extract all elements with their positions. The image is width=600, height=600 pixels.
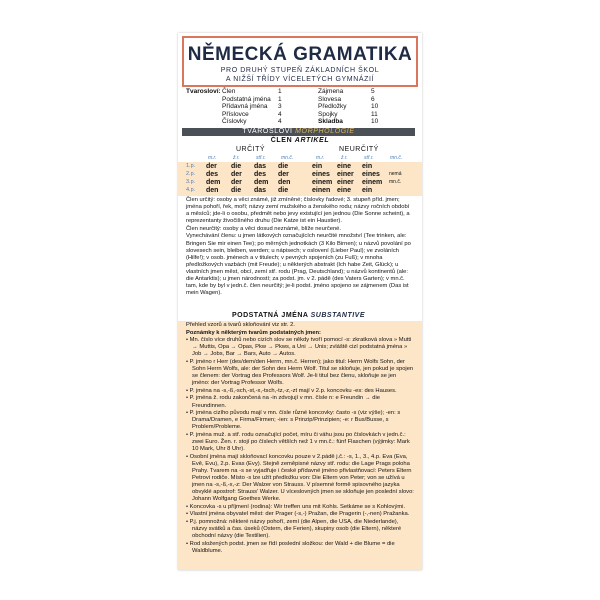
list-item: • P. jména cizího původu mají v mn. čísle různé koncovky: často -s (viz výše); -en: s Drama/Dramen, e Firma/Firmen; -ien: s Prinzip/Prinzipien; -e: r Bus/Busse, s Problem/Probleme. — [186, 410, 401, 431]
gender-label: stř.r. — [364, 155, 374, 161]
toc-page: 3 — [278, 103, 282, 110]
toc-page: 11 — [371, 110, 378, 118]
list-item: • Vlastní jména obyvatel měst: der Prager (-s,-) Pražan, die Pragerin (-,-nen) Pražanka. — [186, 511, 410, 518]
noun-note: P. jméno r Herr (des/dem/den Herrn, mn.č. Herren); jako titul: Herrn Wolfs Sohn, der Sohn Herrn Wolfs, ale: der Sohn des Herrn Wolf. Titul se skloňuje, jen pokud je spojen se členem: der Vortrag des Professors Wolf. Je-li titul bez členu, skloňuje se jen jméno: der Vortrag Professor Wolfs. — [189, 358, 414, 387]
case-label: 2.p. — [186, 171, 196, 177]
toc-item: Číslovky — [222, 118, 247, 125]
noun-note: P. jména muž. a stř. rodu označující počet, míru či váhu jsou po číslovkách v jedn.č.: zwei Euro. Žen. r. stojí po číslech větších než 1 v mn.č.: fünf Flaschen (výjimky: Mark 10 Mark, Uhr 8 Uhr). — [189, 431, 410, 453]
gender-label: ž.r. — [233, 155, 240, 161]
toc-item: Spojky — [318, 110, 338, 118]
toc-page: 10 — [371, 118, 379, 125]
indefinite-article: eine — [337, 163, 352, 170]
gender-label: ž.r. — [341, 155, 348, 161]
definite-article: des — [254, 171, 267, 178]
definite-article: der — [231, 171, 242, 178]
noun-bar-italic: SUBSTANTIVE — [310, 312, 366, 319]
noun-intro: Přehled vzorů a tvarů skloňování viz str. 2. — [186, 322, 295, 328]
artikel-heading — [178, 137, 422, 144]
definite-article: der — [231, 179, 242, 186]
section-bar-label: TVAROSLOVÍ — [242, 128, 293, 135]
gender-label: mn.č. — [281, 155, 294, 161]
list-item: • P. jména ž. rodu zakončená na -in zdvojují v mn. čísle n: e Freundin → die Freundinnen. — [186, 395, 380, 409]
indefinite-article: einem — [362, 179, 383, 186]
table-of-contents — [186, 88, 414, 126]
list-item: • P. jména na -s,-ß,-sch,-st,-x,-tsch,-tz,-z,-zt mají v 2.p. koncovku -es: des Hauses. — [186, 387, 397, 394]
toc-row — [186, 88, 414, 96]
case-label: 3.p. — [186, 179, 196, 185]
title-box — [182, 36, 418, 87]
definite-label: URČITÝ — [236, 146, 266, 153]
definite-article: die — [231, 163, 242, 170]
section-bar-nouns — [182, 312, 415, 320]
toc-row — [186, 111, 414, 119]
gender-label: mn.č. — [390, 155, 403, 161]
section-bar-italic: MORPHOLOGIE — [295, 128, 355, 135]
noun-note: P. jména ž. rodu zakončená na -in zdvojují v mn. čísle n: e Freundin → die Freundinnen. — [189, 395, 380, 409]
indefinite-article: einer — [337, 179, 354, 186]
gender-label: m.r. — [208, 155, 217, 161]
artikel-title: ČLEN — [270, 137, 293, 144]
artikel-title-italic: ARTIKEL — [294, 137, 330, 144]
toc-label: Tvarosloví: — [186, 88, 221, 95]
section-bar-morphology — [182, 128, 415, 136]
toc-page: 6 — [371, 95, 375, 103]
list-item: • Osobní jména mají skloňovací koncovku pouze v 2.pádě j.č.: -s, 1., 3., 4.p. Eva (Eva, Evě, Evu), 2.p. Evas (Evy). Stejně zeměpisné názvy stř. rodu: die Lage Prags poloha Prahy. Tvarem na -s se vyjadřuje i české přídavné jméno přivlastňovací: Peters Eltern Petrovi rodiče. Místo -s lze užít předložku von: Die Eltern von Peter; von se užívá u jmen na -s,-ß,-x,-z: Der Walzer von Strauss. V písemné formě spisovného jazyka obvyklé apostrof: Strauss' Walzer. U víceslovných jmen se skloňuje jen poslední slovo: Johann Wolfgang Goethes Werke. — [186, 453, 414, 503]
indefinite-article: einen — [312, 187, 331, 194]
toc-item: Podstatná jména — [222, 95, 271, 103]
toc-row — [186, 118, 414, 126]
subtitle-line-1: PRO DRUHÝ STUPEŇ ZÁKLADNÍCH ŠKOL — [220, 67, 380, 74]
noun-intro: Poznámky k některým tvarům podstatných jmen: — [186, 329, 321, 336]
toc-page: 4 — [278, 118, 282, 125]
toc-page: 1 — [278, 95, 282, 103]
case-label: 4.p. — [186, 187, 196, 193]
artikel-explanations — [186, 197, 414, 298]
definite-article: der — [206, 163, 217, 170]
toc-item: Skladba — [318, 118, 343, 125]
artikel-paragraph: Člen určitý: osoby a věci známé, již zmíněné; číslovky řadové; 3. stupeň příd. jmen; jména pohoří, řek, moří; názvy zemí mužského a ženského rodu; názvy ročních období a měsíců; jde-li o osobu, předmět nebo jevy existující jen jednou (Die Sonne scheint), a reprezentanty živočišného druhu (Die Katze ist ein Haustier). — [186, 197, 410, 225]
toc-item: Člen — [222, 88, 236, 95]
definite-article: des — [206, 171, 219, 178]
noun-note: Rod složených podst. jmen se řídí poslední složkou: der Wald + die Blume = die Waldblume. — [189, 540, 395, 554]
indefinite-article: eine — [337, 187, 352, 194]
toc-item: Příslovce — [222, 110, 249, 118]
list-item: • Koncovka -s u příjmení (rodina): Wir treffen uns mit Kohls. Setkáme se s Kohlovými. — [186, 503, 406, 510]
grammar-card — [178, 33, 422, 570]
indefinite-article: eines — [312, 171, 330, 178]
toc-row — [186, 103, 414, 111]
definite-article: dem — [254, 179, 269, 186]
indefinite-article: einem — [312, 179, 333, 186]
indefinite-article: ein — [362, 187, 373, 194]
noun-note: Koncovka -s u příjmení (rodina): Wir treffen uns mit Kohls. Setkáme se s Kohlovými. — [189, 503, 406, 510]
indefinite-article: eines — [362, 171, 380, 178]
noun-note: Vlastní jména obyvatel měst: der Prager (-s,-) Pražan, die Pragerin (-,-nen) Pražanka. — [189, 511, 410, 518]
noun-note: Mn. číslo více druhů nebo cizích slov se někdy tvoří pomocí -s: zkratková slova » Mutti → Muttis, Opa → Opas, Pkw → Pkws, a Uni → Unis; zvláště cizí podstatná jména » Job → Jobs, Bar → Bars, Auto → Autos. — [189, 337, 412, 358]
indefinite-article: einer — [337, 171, 354, 178]
toc-page: 1 — [278, 88, 282, 95]
list-item: • Rod složených podst. jmen se řídí poslední složkou: der Wald + die Blume = die Waldblume. — [186, 540, 395, 554]
noun-note: Osobní jména mají skloňovací koncovku pouze v 2.pádě j.č.: -s, 1., 3., 4.p. Eva (Eva, Evě, Evu), 2.p. Evas (Evy). Stejně zeměpisné názvy stř. rodu: die Lage Prags poloha Prahy. Tvarem na -s se vyjadřuje i české přídavné jméno přivlastňovací: Peters Eltern Petrovi rodiče. Místo -s lze užít předložku von: Die Eltern von Peter; von se užívá u jmen na -s,-ß,-x,-z: Der Walzer von Strauss. V písemné formě spisovného jazyka obvyklé apostrof: Strauss' Walzer. U víceslovných jmen se skloňuje jen poslední slovo: Johann Wolfgang Goethes Werke. — [189, 453, 414, 503]
noun-note: P.j. pomnožná: některé názvy pohoří, zemí (die Alpen, die USA, die Niederlande), názvy svátků a čas. úseků (Ostern, die Ferien), skupiny osob (die Eltern), některé obchodní názvy (die Textilien). — [189, 519, 402, 540]
definite-article: den — [278, 179, 291, 186]
noun-note: P. jména na -s,-ß,-sch,-st,-x,-tsch,-tz,-z,-zt mají v 2.p. koncovku -es: des Hauses. — [189, 387, 397, 394]
list-item: • P. jména muž. a stř. rodu označující počet, míru či váhu jsou po číslovkách v jedn.č.: zwei Euro. Žen. r. stojí po číslech větších než 1 v mn.č.: fünf Flaschen (výjimky: Mark 10 Mark, Uhr 8 Uhr). — [186, 431, 410, 453]
noun-bar-label: PODSTATNÁ JMÉNA — [231, 312, 309, 319]
list-item: • P. jméno r Herr (des/dem/den Herrn, mn.č. Herren); jako titul: Herrn Wolfs Sohn, der Sohn Herrn Wolfs, ale: der Sohn des Herrn Wolf. Titul se skloňuje, jen pokud je spojen se členem: der Vortrag des Professors Wolf. Je-li titul bez členu, skloňuje se jen jméno: der Vortrag Professor Wolfs. — [186, 358, 414, 387]
definite-article: die — [278, 163, 289, 170]
definite-article: der — [278, 171, 289, 178]
definite-article: den — [206, 187, 219, 194]
definite-article: das — [254, 187, 267, 194]
definite-article: das — [254, 163, 267, 170]
article-note: nemá — [389, 171, 402, 177]
definite-article: die — [278, 187, 289, 194]
toc-item: Přídavná jména — [222, 103, 268, 110]
indefinite-article: ein — [312, 163, 323, 170]
toc-item: Slovesa — [318, 95, 342, 103]
indefinite-article: ein — [362, 163, 373, 170]
indefinite-label: NEURČITÝ — [339, 146, 379, 153]
gender-label: m.r. — [316, 155, 325, 161]
toc-item: Zájmena — [318, 88, 344, 95]
toc-page: 10 — [371, 103, 379, 110]
toc-page: 4 — [278, 110, 282, 118]
definite-article: die — [231, 187, 242, 194]
artikel-paragraph: Vynechávání členu: u jmen látkových označujících neurčité množství (Tee trinken, ale: Bringen Sie mir einen Tee); po měrných jednotkách (3 Kilo Birnen); u názvů povolání po slovesech sein, bleiben, werden; u nápisech; v oslovení (Lieber Paul); ve zvoláních (Hilfe!); v osob. jménech a v titulech; v pevných spojeních (zu Fuß); v mnoha předložkových vazbách (mit Freude); u některých abstrakt (Ich habe Zeit, Glück); u vlastních jmen měst, obcí, zemí stř. rodu (Prag, Deutschland); u názvů kontinentů (ale: die Antarktis); u jmen národností; za podst. jm. v 2. pádě (des Vaters Garten); v mn.č. tam, kde by byl v jedn.č. člen neurčitý; je-li podst. jméno spojeno se zájmenem (Das ist mein Wagen). — [186, 233, 411, 297]
list-item: • Mn. číslo více druhů nebo cizích slov se někdy tvoří pomocí -s: zkratková slova » Mutti → Muttis, Opa → Opas, Pkw → Pkws, a Uni → Unis; zvláště cizí podstatná jména » Job → Jobs, Bar → Bars, Auto → Autos. — [186, 337, 412, 358]
toc-page: 5 — [371, 88, 375, 95]
gender-label: stř.r. — [256, 155, 266, 161]
article-note: mn.č. — [389, 179, 402, 185]
toc-row — [186, 96, 414, 104]
subtitle-line-2: A NIŽŠÍ TŘÍDY VÍCELETÝCH GYMNÁZIÍ — [225, 76, 375, 83]
toc-item: Předložky — [318, 103, 347, 110]
page-title: NĚMECKÁ GRAMATIKA — [187, 44, 413, 65]
definite-article: dem — [206, 179, 221, 186]
list-item: • P.j. pomnožná: některé názvy pohoří, zemí (die Alpen, die USA, die Niederlande), názvy svátků a čas. úseků (Ostern, die Ferien), skupiny osob (die Eltern), některé obchodní názvy (die Textilien). — [186, 519, 402, 540]
noun-notes — [186, 322, 414, 556]
noun-note: P. jména cizího původu mají v mn. čísle různé koncovky: často -s (viz výše); -en: s Drama/Dramen, e Firma/Firmen; -ien: s Prinzip/Prinzipien; -e: r Bus/Busse, s Problem/Probleme. — [189, 410, 401, 431]
case-label: 1.p. — [186, 163, 196, 169]
artikel-paragraph: Člen neurčitý: osoby a věci dosud neznámé, blíže neurčené. — [186, 225, 341, 232]
